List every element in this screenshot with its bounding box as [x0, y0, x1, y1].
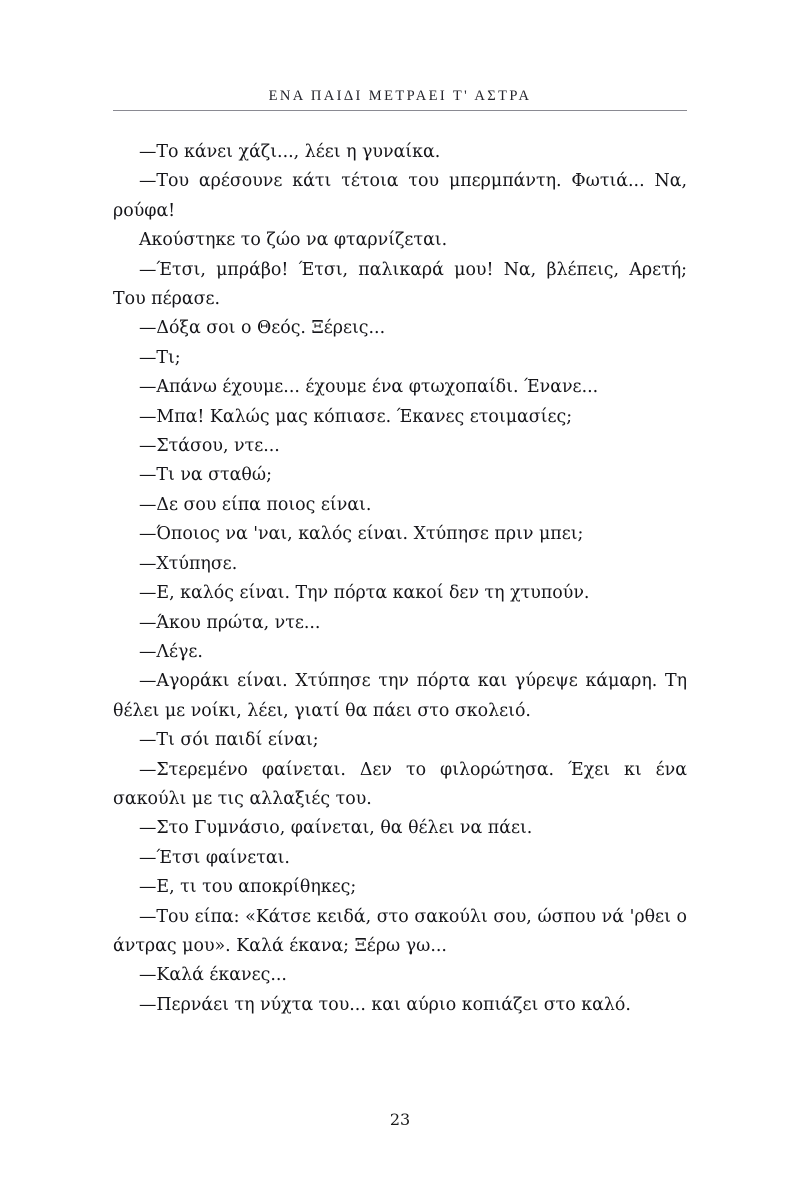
paragraph: —Ε, καλός είναι. Την πόρτα κακοί δεν τη χτυπούν.	[139, 583, 590, 604]
paragraph: —Στο Γυμνάσιο, φαίνεται, θα θέλει να πάει.	[139, 818, 533, 839]
paragraph: —Αγοράκι είναι. Χτύπησε την πόρτα και γύρεψε κάμαρη. Τη θέλει με νοίκι, λέει, γιατί θα πάει στο σκολειό.	[113, 671, 687, 721]
paragraph: —Ε, τι του αποκρίθηκες;	[139, 877, 357, 898]
running-head: ΕΝΑ ΠΑΙΔΙ ΜΕΤΡΑΕΙ Τ' ΑΣΤΡΑ	[268, 88, 532, 104]
paragraph: —Στάσου, ντε...	[139, 436, 280, 457]
paragraph: —Του είπα: «Κάτσε κειδά, στο σακούλι σου, ώσπου νά 'ρθει ο άντρας μου». Καλά έκανα; Ξέρω γω...	[113, 906, 687, 956]
paragraph: —Καλά έκανες...	[139, 965, 287, 986]
paragraph: —Δόξα σοι ο Θεός. Ξέρεις...	[139, 318, 386, 339]
paragraph: —Το κάνει χάζι..., λέει η γυναίκα.	[139, 142, 441, 162]
header-rule	[113, 110, 687, 111]
paragraph: Ακούστηκε το ζώο να φταρνίζεται.	[139, 230, 448, 251]
body-text-block	[113, 138, 687, 1020]
paragraph: —Τι σόι παιδί είναι;	[139, 730, 319, 751]
paragraph: —Περνάει τη νύχτα του... και αύριο κοπιάζει στο καλό.	[139, 994, 631, 1015]
paragraph: —Τι;	[139, 347, 181, 368]
paragraph: —Χτύπησε.	[139, 553, 238, 574]
paragraph: —Λέγε.	[139, 641, 203, 662]
paragraph: —Στερεμένο φαίνεται. Δεν το φιλορώτησα. Έχει κι ένα σακούλι με τις αλλαξιές του.	[113, 759, 687, 809]
paragraph: —Μπα! Καλώς μας κόπιασε. Έκανες ετοιμασίες;	[139, 406, 573, 427]
paragraph: —Έτσι, μπράβο! Έτσι, παλικαρά μου! Να, βλέπεις, Αρετή; Του πέρασε.	[113, 259, 687, 310]
paragraph: —Όποιος να 'ναι, καλός είναι. Χτύπησε πριν μπει;	[139, 524, 584, 545]
paragraph: —Του αρέσουνε κάτι τέτοια του μπερμπάντη. Φωτιά... Να, ρούφα!	[113, 171, 687, 221]
paragraph: —Απάνω έχουμε... έχουμε ένα φτωχοπαίδι. Ένανε...	[139, 377, 599, 398]
paragraph: —Δε σου είπα ποιος είναι.	[139, 494, 372, 515]
paragraph: —Τι να σταθώ;	[139, 465, 272, 486]
paragraph: —Άκου πρώτα, ντε...	[139, 612, 321, 633]
page-number: 23	[389, 1110, 411, 1129]
paragraph: —Έτσι φαίνεται.	[139, 847, 290, 868]
